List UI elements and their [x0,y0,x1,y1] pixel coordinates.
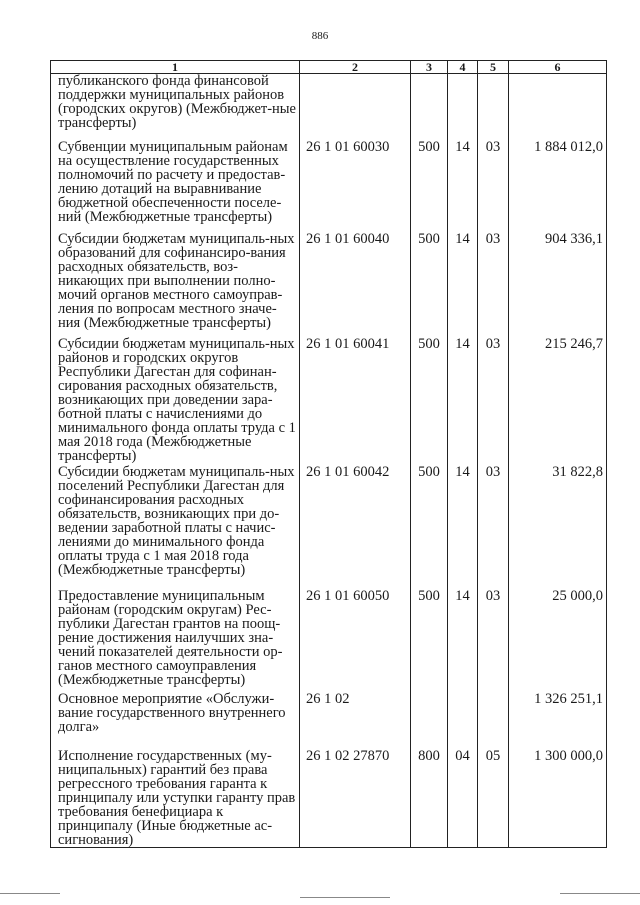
row-col5: 05 [478,749,509,848]
column-header: 5 [478,61,509,74]
row-code: 26 1 01 60050 [300,589,411,692]
row-col5 [478,692,509,749]
row-name: Субсидии бюджетам муниципаль-ных поселений Республики Дагестан для софинансирования расходных обязательств, возникающих при до-ведении заработной платы с начис-лениями до минимального фонда оплаты труда с 1 мая 2018 года (Межбюджетные трансферты) [51,465,300,589]
scan-edge-mark [0,893,60,894]
budget-table [50,60,607,848]
row-code: 26 1 01 60041 [300,337,411,465]
row-code: 26 1 01 60030 [300,140,411,232]
column-header: 2 [300,61,411,74]
row-code: 26 1 01 60040 [300,232,411,337]
table-row [51,337,607,465]
row-name: Субвенции муниципальным районам на осуществление государственных полномочий по расчету и предостав-лению дотаций на выравнивание бюджетной обеспеченности поселе-ний (Межбюджетные трансферты) [51,140,300,232]
row-amount: 1 884 012,0 [509,140,607,232]
page-number: 886 [311,30,329,42]
row-col5: 03 [478,232,509,337]
row-col4: 14 [448,140,478,232]
row-col4: 14 [448,589,478,692]
row-col4: 14 [448,232,478,337]
row-amount: 1 326 251,1 [509,692,607,749]
row-code: 26 1 02 [300,692,411,749]
row-col5: 03 [478,465,509,589]
row-col4: 14 [448,465,478,589]
row-name: Субсидии бюджетам муниципаль-ных районов и городских округов Республики Дагестан для софинан-сирования расходных обязательств, возникающих при доведении зара-ботной платы с начислениями до минимального фонда оплаты труда с 1 мая 2018 года (Межбюджетные трансферты) [51,337,300,465]
row-col3: 500 [411,232,448,337]
row-col3: 500 [411,337,448,465]
table-row [51,589,607,692]
column-header: 3 [411,61,448,74]
column-header: 4 [448,61,478,74]
row-code: 26 1 01 60042 [300,465,411,589]
row-name: публиканского фонда финансовой поддержки муниципальных районов (городских округов) (Межбюджет-ные трансферты) [51,74,300,140]
scan-edge-mark [300,897,390,898]
row-col5: 03 [478,589,509,692]
row-name: Исполнение государственных (му-ниципальных) гарантий без права регрессного требования гаранта к принципалу или уступки гаранту прав требования бенефициара к принципалу (Иные бюджетные ас-сигнования) [51,749,300,848]
row-col3: 500 [411,140,448,232]
row-code: 26 1 02 27870 [300,749,411,848]
row-col3: 500 [411,465,448,589]
row-col4 [448,692,478,749]
row-name: Субсидии бюджетам муниципаль-ных образований для софинансиро-вания расходных обязательств, воз-никающих при выполнении полно-мочий органов местного самоуправ-ления по вопросам местного значе-ния (Межбюджетные трансферты) [51,232,300,337]
row-amount [509,74,607,140]
row-col4: 04 [448,749,478,848]
row-code [300,74,411,140]
column-header: 6 [509,61,607,74]
row-amount: 904 336,1 [509,232,607,337]
row-col3: 800 [411,749,448,848]
row-name: Основное мероприятие «Обслужи-вание государственного внутреннего долга» [51,692,300,749]
table-header-row [51,61,607,74]
row-col5: 03 [478,337,509,465]
scan-edge-mark [560,893,640,894]
column-header: 1 [51,61,300,74]
row-col3 [411,692,448,749]
row-amount: 215 246,7 [509,337,607,465]
row-amount: 25 000,0 [509,589,607,692]
row-col4 [448,74,478,140]
table-row [51,749,607,848]
row-col3 [411,74,448,140]
row-col3: 500 [411,589,448,692]
table-row [51,232,607,337]
row-name: Предоставление муниципальным районам (городским округам) Рес-публики Дагестан грантов на поощ-рение достижения наилучших зна-чений показателей деятельности ор-ганов местного самоуправления (Межбюджетные трансферты) [51,589,300,692]
row-col4: 14 [448,337,478,465]
row-amount: 31 822,8 [509,465,607,589]
table-row [51,465,607,589]
row-amount: 1 300 000,0 [509,749,607,848]
row-col5: 03 [478,140,509,232]
table-row [51,140,607,232]
table-row [51,74,607,140]
table-row [51,692,607,749]
row-col5 [478,74,509,140]
